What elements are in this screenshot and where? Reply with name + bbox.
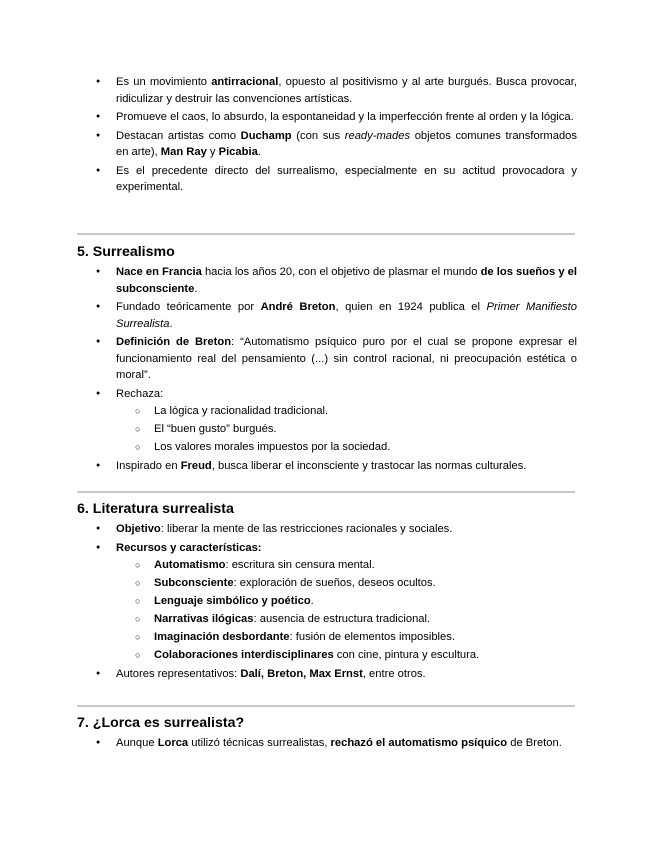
intro-list: [0, 74, 655, 196]
section-literatura-surrealista: [0, 500, 655, 684]
section-lorca: [0, 714, 655, 754]
list-item: ● Promueve el caos, lo absurdo, la espontaneidad y la imperfección frente al orden y la lógica.: [78, 109, 655, 126]
sub-list-item: ○ Automatismo: escritura sin censura mental.: [116, 557, 577, 574]
sub-list-item: ○ Lenguaje simbólico y poético.: [116, 593, 577, 610]
section-title: 6. Literatura surrealista: [77, 501, 234, 517]
list-item: ● Nace en Francia hacia los años 20, con el objetivo de plasmar el mundo de los sueños y el subconsciente.: [78, 264, 655, 297]
sub-list-item: ○ La lógica y racionalidad tradicional.: [116, 403, 577, 420]
list-item: ● Autores representativos: Dalí, Breton, Max Ernst, entre otros.: [78, 666, 655, 683]
intro-section: [0, 74, 655, 198]
sub-list: [116, 403, 577, 456]
list-item: ● Objetivo: liberar la mente de las restricciones racionales y sociales.: [78, 521, 655, 538]
sub-list-item: ○ Colaboraciones interdisciplinares con cine, pintura y escultura.: [116, 647, 577, 664]
sub-list-item: ○ Narrativas ilógicas: ausencia de estructura tradicional.: [116, 611, 577, 628]
list-item: ● Fundado teóricamente por André Breton, quien en 1924 publica el Primer Manifiesto Surrealista.: [78, 299, 655, 332]
sub-list-item: ○ Los valores morales impuestos por la sociedad.: [116, 439, 577, 456]
list-item: ● Es el precedente directo del surrealismo, especialmente en su actitud provocadora y experimental.: [78, 163, 655, 196]
sub-list-item: ○ Imaginación desbordante: fusión de elementos imposibles.: [116, 629, 577, 646]
divider: [77, 491, 575, 493]
divider: [77, 233, 575, 235]
list-item: ● Recursos y características: ○ Automatismo: escritura sin censura mental. ○ Subconsciente: exploración de sueños, deseos ocultos. ○ Lenguaje simbólico y poético. ○ Narrativas ilógicas: ausencia de estructura tradicional. ○ Imaginación desbordante: fusión de elementos imposibles. ○ Colaboraciones interdisciplinares con cine, pintura y escultura.: [78, 540, 655, 664]
section-list: [0, 735, 655, 752]
sub-list-item: ○ El “buen gusto” burgués.: [116, 421, 577, 438]
list-item: ● Definición de Breton: “Automatismo psíquico puro por el cual se propone expresar el funcionamiento real del pensamiento (...) sin control racional, ni preocupación estética o moral”.: [78, 334, 655, 384]
list-item: ● Rechaza: ○ La lógica y racionalidad tradicional. ○ El “buen gusto” burgués. ○ Los valores morales impuestos por la sociedad.: [78, 386, 655, 456]
sub-list: [116, 557, 577, 664]
list-item: ● Es un movimiento antirracional, opuesto al positivismo y al arte burgués. Busca provocar, ridiculizar y destruir las convenciones artísticas.: [78, 74, 655, 107]
list-item: ● Aunque Lorca utilizó técnicas surrealistas, rechazó el automatismo psíquico de Breton.: [78, 735, 655, 752]
section-list: [0, 264, 655, 474]
section-title: 5. Surrealismo: [77, 244, 175, 260]
section-title: 7. ¿Lorca es surrealista?: [77, 715, 245, 731]
section-list: [0, 521, 655, 682]
divider: [77, 705, 575, 707]
list-item: ● Destacan artistas como Duchamp (con sus ready-mades objetos comunes transformados en arte), Man Ray y Picabia.: [78, 128, 655, 161]
sub-list-item: ○ Subconsciente: exploración de sueños, deseos ocultos.: [116, 575, 577, 592]
list-item: ● Inspirado en Freud, busca liberar el inconsciente y trastocar las normas culturales.: [78, 458, 655, 475]
section-surrealismo: [0, 243, 655, 476]
